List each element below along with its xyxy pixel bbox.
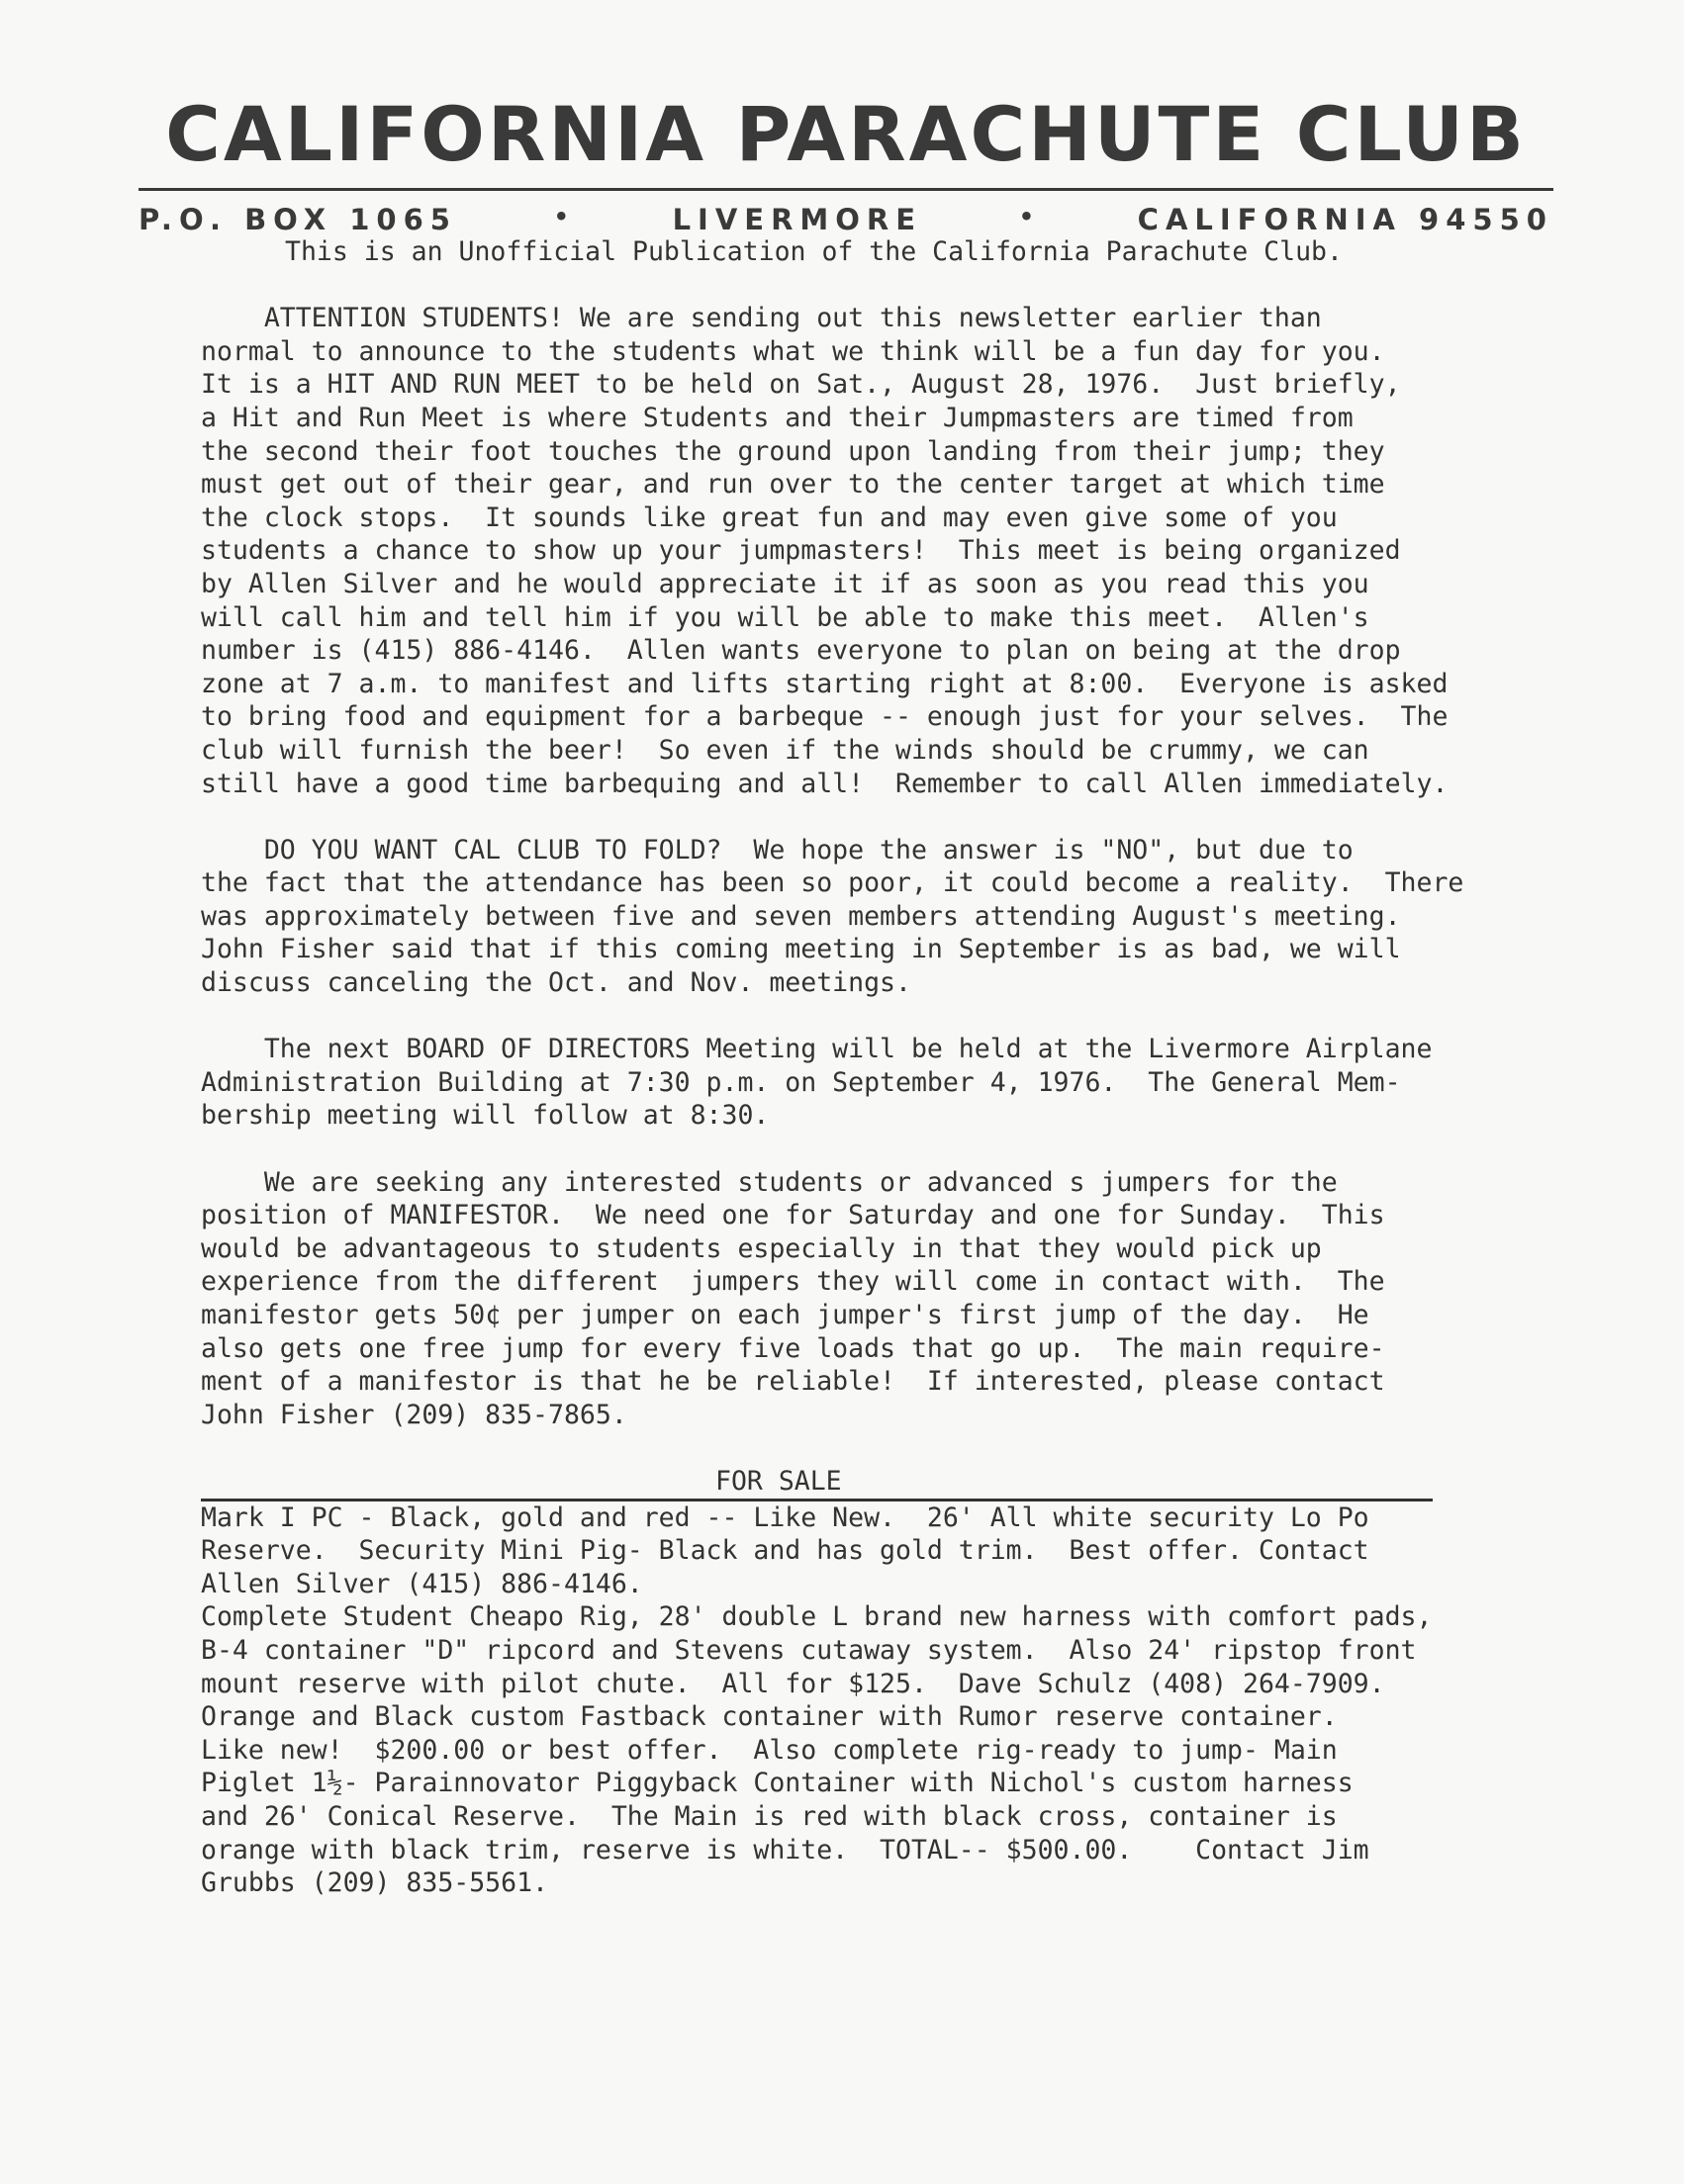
masthead <box>139 87 1553 236</box>
paragraph-line: was approximately between five and seven members attending August's meeting. <box>201 900 1401 932</box>
for-sale-line: mount reserve with pilot chute. All for $125. Dave Schulz (408) 264-7909. <box>201 1668 1385 1699</box>
paragraph-line: zone at 7 a.m. to manifest and lifts starting right at 8:00. Everyone is asked <box>201 668 1449 699</box>
for-sale-line: B-4 container "D" ripcord and Stevens cutaway system. Also 24' ripstop front <box>201 1634 1417 1666</box>
address-city: LIVERMORE <box>672 203 923 236</box>
paragraph-line: position of MANIFESTOR. We need one for Saturday and one for Sunday. This <box>201 1200 1385 1231</box>
paragraph-manifestor <box>201 1166 1546 1432</box>
address-separator: • <box>1018 203 1042 230</box>
paragraph-line: bership meeting will follow at 8:30. <box>201 1100 770 1132</box>
paragraph-line: The next BOARD OF DIRECTORS Meeting will be held at the Livermore Airplane <box>201 1034 1433 1065</box>
address-po-box: P.O. BOX 1065 <box>139 203 457 236</box>
paragraph-line: by Allen Silver and he would appreciate it if as soon as you read this you <box>201 568 1369 599</box>
paragraph-line: club will furnish the beer! So even if the winds should be crummy, we can <box>201 734 1369 766</box>
paragraph-line: Administration Building at 7:30 p.m. on September 4, 1976. The General Mem- <box>201 1066 1401 1098</box>
for-sale-line: Like new! $200.00 or best offer. Also complete rig-ready to jump- Main <box>201 1734 1338 1766</box>
paragraph-cal-club-fold <box>201 834 1546 1000</box>
for-sale-line: and 26' Conical Reserve. The Main is red with black cross, container is <box>201 1800 1338 1832</box>
paragraph-line: would be advantageous to students especially in that they would pick up <box>201 1232 1322 1264</box>
for-sale-line: Complete Student Cheapo Rig, 28' double L brand new harness with comfort pads, <box>201 1601 1433 1633</box>
for-sale-heading: FOR SALE <box>715 1465 842 1497</box>
paragraph-line: We are seeking any interested students or advanced s jumpers for the <box>201 1166 1338 1198</box>
paragraph-line: the fact that the attendance has been so poor, it could become a reality. There <box>201 867 1464 899</box>
address-separator: • <box>553 203 576 230</box>
paragraph-line: must get out of their gear, and run over to the center target at which time <box>201 469 1385 500</box>
for-sale-line: Piglet 1½- Parainnovator Piggyback Container with Nichol's custom harness <box>201 1768 1354 1799</box>
paragraph-line: ment of a manifestor is that he be reliable! If interested, please contact <box>201 1366 1385 1398</box>
paragraph-line: will call him and tell him if you will be able to make this meet. Allen's <box>201 601 1369 633</box>
paragraph-line: ATTENTION STUDENTS! We are sending out this newsletter earlier than <box>201 303 1322 334</box>
paragraph-line: number is (415) 886-4146. Allen wants everyone to plan on being at the drop <box>201 635 1401 667</box>
paragraph-line: experience from the different jumpers they will come in contact with. The <box>201 1266 1385 1298</box>
paragraph-line: also gets one free jump for every five loads that go up. The main require- <box>201 1332 1385 1364</box>
paragraph-line: a Hit and Run Meet is where Students and their Jumpmasters are timed from <box>201 402 1354 433</box>
paragraph-line: normal to announce to the students what we think will be a fun day for you. <box>201 335 1385 367</box>
paragraph-line: the clock stops. It sounds like great fun and may even give some of you <box>201 501 1338 533</box>
paragraph-line: John Fisher (209) 835-7865. <box>201 1399 627 1430</box>
for-sale-line: orange with black trim, reserve is white. TOTAL-- $500.00. Contact Jim <box>201 1834 1369 1866</box>
paragraph-line: still have a good time barbequing and all! Remember to call Allen immediately. <box>201 768 1449 799</box>
paragraph-board-meeting <box>201 1033 1546 1133</box>
paragraph-line: DO YOU WANT CAL CLUB TO FOLD? We hope the answer is "NO", but due to <box>201 834 1354 865</box>
for-sale-line: Mark I PC - Black, gold and red -- Like New. 26' All white security Lo Po <box>201 1502 1369 1533</box>
for-sale-list <box>201 1502 1546 1900</box>
paragraph-line: It is a HIT AND RUN MEET to be held on Sat., August 28, 1976. Just briefly, <box>201 369 1401 401</box>
paragraph-hit-and-run-meet <box>201 302 1546 800</box>
publication-subtitle: This is an Unofficial Publication of the California Parachute Club. <box>285 236 1343 267</box>
paragraph-line: discuss canceling the Oct. and Nov. meetings. <box>201 967 911 999</box>
club-name-heading: CALIFORNIA PARACHUTE CLUB <box>165 90 1527 178</box>
paragraph-line: manifestor gets 50¢ per jumper on each jumper's first jump of the day. He <box>201 1300 1369 1330</box>
club-address <box>139 203 1553 236</box>
address-state-zip: CALIFORNIA 94550 <box>1137 203 1553 236</box>
paragraph-line: John Fisher said that if this coming meeting in September is as bad, we will <box>201 934 1401 965</box>
paragraph-line: students a chance to show up your jumpmasters! This meet is being organized <box>201 535 1401 567</box>
newsletter-body <box>201 235 1546 1900</box>
for-sale-line: Reserve. Security Mini Pig- Black and has gold trim. Best offer. Contact <box>201 1535 1369 1567</box>
paragraph-line: to bring food and equipment for a barbeque -- enough just for your selves. The <box>201 701 1449 733</box>
paragraph-line: the second their foot touches the ground upon landing from their jump; they <box>201 435 1385 467</box>
for-sale-line: Orange and Black custom Fastback container with Rumor reserve container. <box>201 1701 1338 1733</box>
for-sale-line: Allen Silver (415) 886-4146. <box>201 1568 643 1599</box>
masthead-rule <box>139 188 1553 191</box>
for-sale-line: Grubbs (209) 835-5561. <box>201 1867 548 1899</box>
